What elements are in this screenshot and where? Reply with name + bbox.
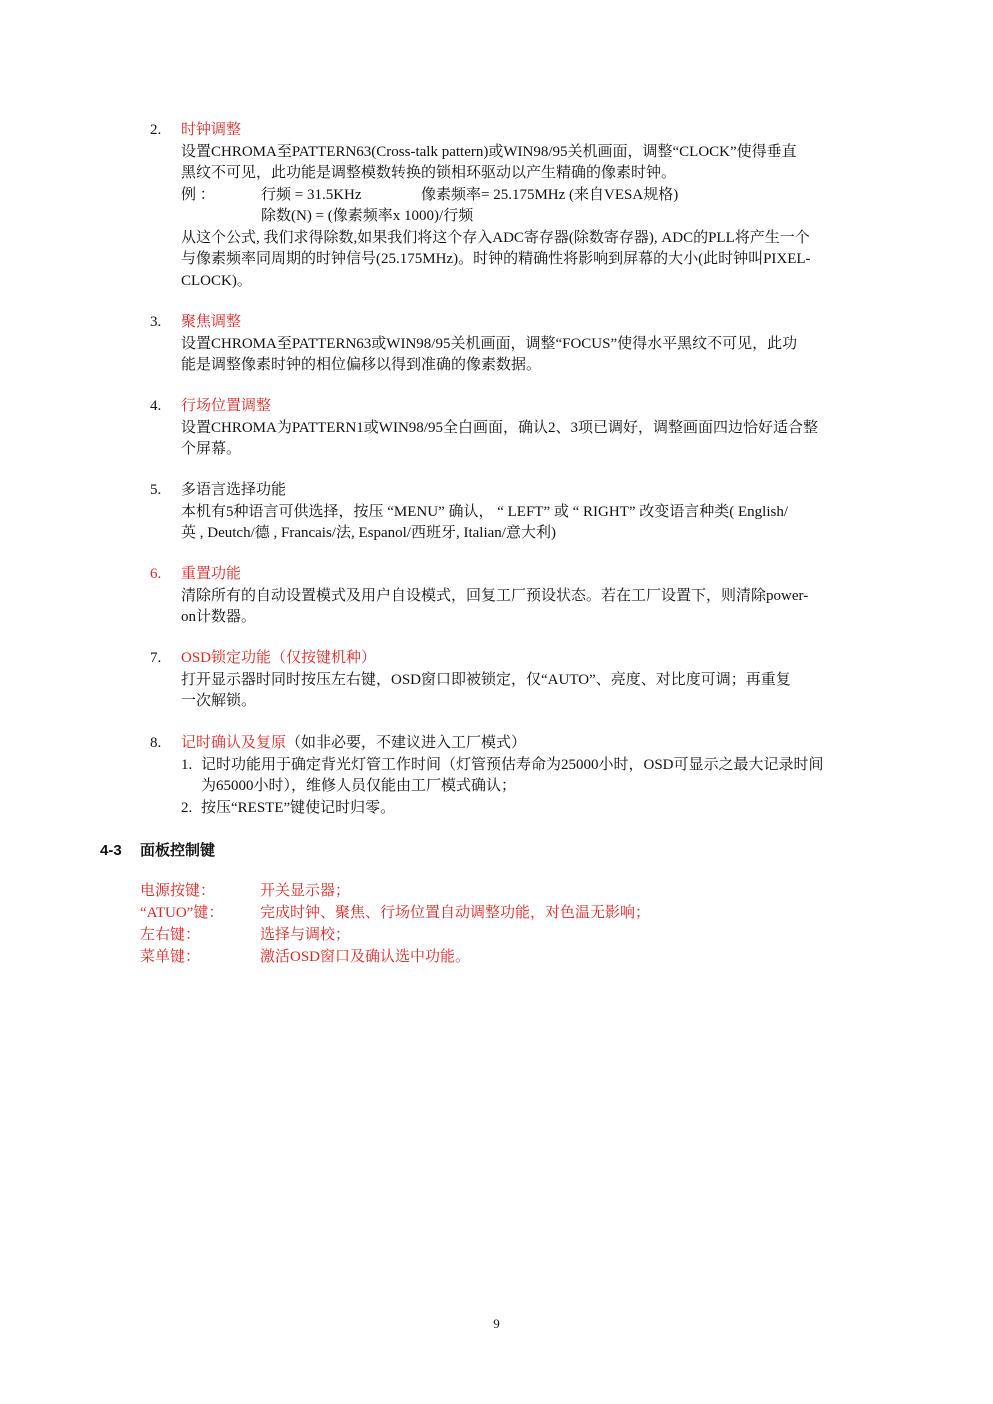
body-line: 为65000小时），维修人员仅能由工厂模式确认； xyxy=(201,778,517,794)
item-title-note: （如非必要，不建议进入工厂模式） xyxy=(286,735,527,751)
sub-item-number: 1. xyxy=(181,756,193,773)
example-row xyxy=(181,185,895,207)
body-line: 黑纹不可见，此功能是调整模数转换的锁相环驱动以产生精确的像素时钟。 xyxy=(181,165,677,181)
body-line: 打开显示器时同时按压左右键，OSD窗口即被锁定，仅“AUTO”、亮度、对比度可调；再重复 xyxy=(181,671,791,688)
item-number: 5. xyxy=(150,482,162,498)
key-name: 左右键： xyxy=(140,927,201,943)
body-line: 清除所有的自动设置模式及用户自设模式，回复工厂预设状态。若在工厂设置下，则清除power- xyxy=(181,587,809,604)
item-title: 行场位置调整 xyxy=(181,398,272,414)
body-line: 本机有5种语言可供选择，按压 “MENU” 确认， “ LEFT” 或 “ RIGHT” 改变语言种类( English/ xyxy=(181,503,789,520)
section-heading xyxy=(100,839,215,860)
example-label: 例 ： xyxy=(181,186,215,203)
item-number: 3. xyxy=(150,314,162,330)
sub-item-number: 2. xyxy=(181,799,193,816)
section-title: 面板控制键 xyxy=(140,842,216,859)
key-description: 完成时钟、聚焦、行场位置自动调整功能，对色温无影响； xyxy=(260,905,651,921)
key-name: 菜单键： xyxy=(140,949,201,965)
key-name: 电源按键： xyxy=(140,883,216,899)
key-row-left-right xyxy=(140,924,740,946)
body-line: 英 , Deutch/德 , Francais/法, Espanol/西班牙, Italian/意大利) xyxy=(181,525,556,541)
body-line: 按压“RESTE”键使记时归零。 xyxy=(201,799,396,816)
item-title: OSD锁定功能（仅按键机种） xyxy=(181,650,377,666)
panel-keys-list xyxy=(140,880,740,968)
key-name: “ATUO”键： xyxy=(140,905,224,921)
item-body xyxy=(181,418,895,461)
item-title: 聚焦调整 xyxy=(181,314,242,330)
body-line: 设置CHROMA至PATTERN63或WIN98/95关机画面，调整“FOCUS”使得水平黑纹不可见，此功 xyxy=(181,335,798,352)
body-line: CLOCK)。 xyxy=(181,272,252,289)
key-description: 开关显示器； xyxy=(260,883,351,899)
body-line: 从这个公式, 我们求得除数,如果我们将这个存入ADC寄存器(除数寄存器), ADC的PLL将产生一个 xyxy=(181,229,810,246)
item-body xyxy=(181,502,895,545)
key-row-auto xyxy=(140,902,740,924)
item-number: 6. xyxy=(150,566,162,582)
item-body xyxy=(181,586,895,629)
item-number: 2. xyxy=(150,122,162,138)
body-line: 记时功能用于确定背光灯管工作时间（灯管预估寿命为25000小时，OSD可显示之最大记录时间 xyxy=(201,756,824,773)
item-number: 4. xyxy=(150,398,162,414)
sub-item xyxy=(181,755,895,798)
item-title-row xyxy=(181,733,526,755)
example-formula: 除数(N) = (像素频率x 1000)/行频 xyxy=(261,208,474,224)
example-line-frequency: 行频 = 31.5KHz xyxy=(261,186,362,203)
body-line: 个屏幕。 xyxy=(181,441,242,457)
key-row-menu xyxy=(140,946,740,968)
item-title: 时钟调整 xyxy=(181,122,242,138)
key-description: 选择与调校； xyxy=(260,927,351,943)
item-body xyxy=(181,334,895,377)
section-number: 4-3 xyxy=(100,842,122,859)
item-title: 记时确认及复原 xyxy=(181,735,287,751)
item-title: 重置功能 xyxy=(181,566,242,582)
item-body xyxy=(181,142,895,293)
item-body xyxy=(181,755,895,820)
item-number: 7. xyxy=(150,650,162,666)
item-number: 8. xyxy=(150,735,162,751)
body-line: 设置CHROMA为PATTERN1或WIN98/95全白画面，确认2、3项已调好，调整画面四边恰好适合整 xyxy=(181,419,818,436)
body-line: 设置CHROMA至PATTERN63(Cross-talk pattern)或WIN98/95关机画面，调整“CLOCK”使得垂直 xyxy=(181,143,797,160)
body-line: on计数器。 xyxy=(181,609,257,625)
item-body xyxy=(181,670,895,713)
sub-item xyxy=(181,798,895,820)
formula-row xyxy=(181,206,895,228)
body-line: 一次解锁。 xyxy=(181,693,257,709)
page-number: 9 xyxy=(493,1316,500,1331)
body-line: 能是调整像素时钟的相位偏移以得到准确的像素数据。 xyxy=(181,357,542,373)
example-pixel-frequency: 像素频率= 25.175MHz (来自VESA规格) xyxy=(421,186,679,203)
key-description: 激活OSD窗口及确认选中功能。 xyxy=(260,949,471,965)
body-line: 与像素频率同周期的时钟信号(25.175MHz)。时钟的精确性将影响到屏幕的大小(此时钟叫PIXEL- xyxy=(181,251,811,267)
item-title: 多语言选择功能 xyxy=(181,482,287,498)
key-row-power xyxy=(140,880,740,902)
